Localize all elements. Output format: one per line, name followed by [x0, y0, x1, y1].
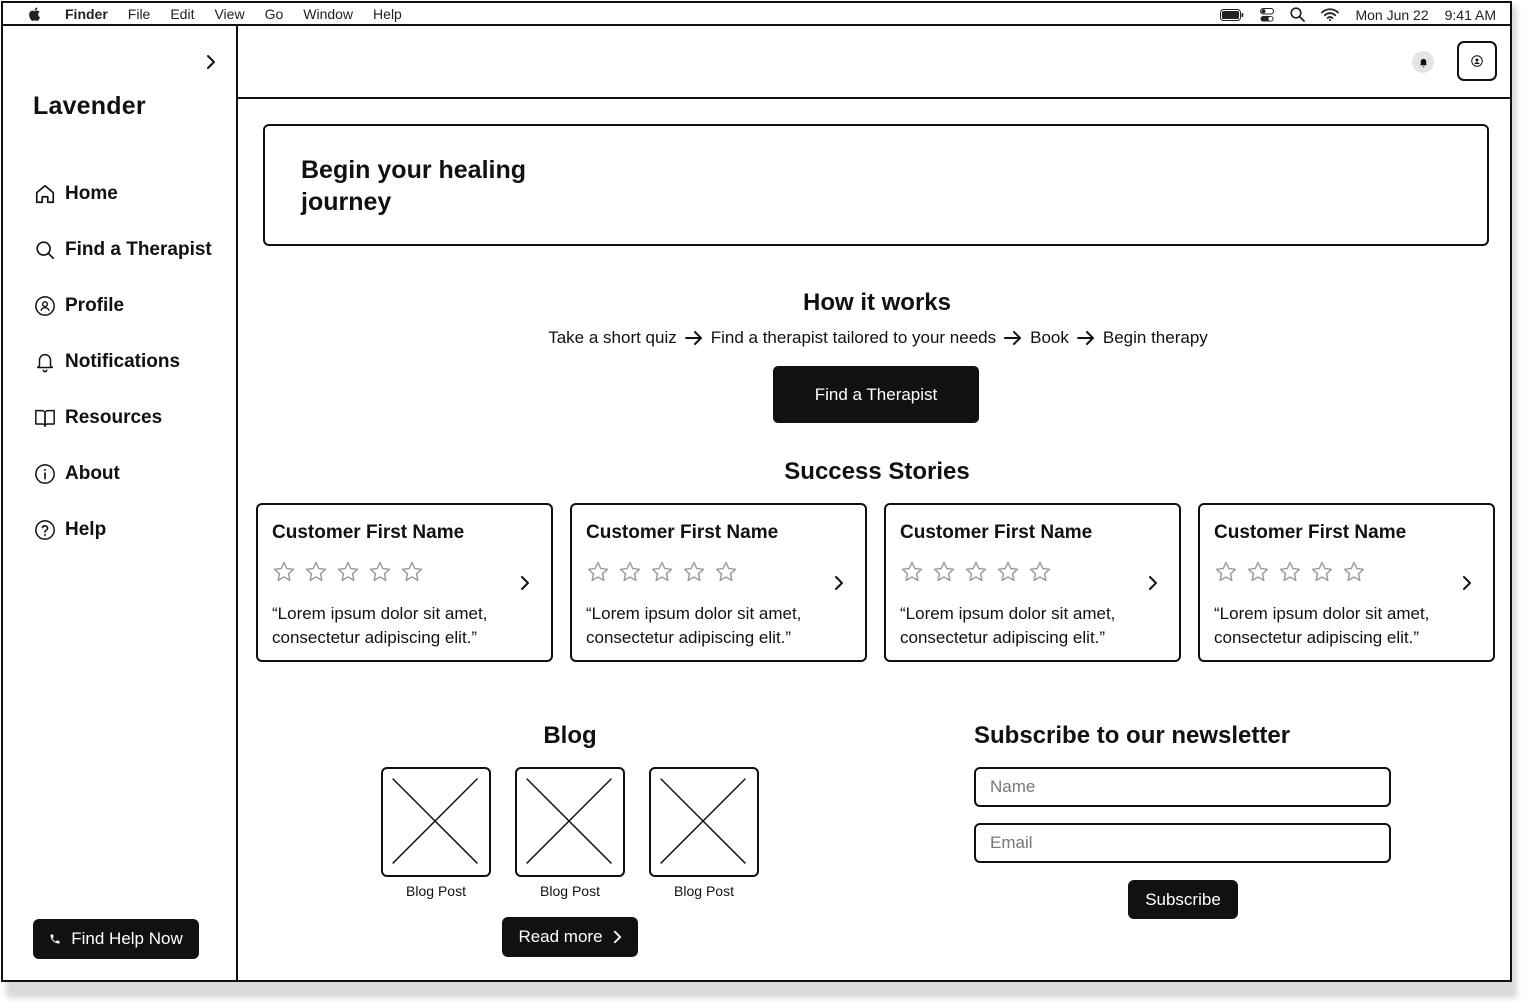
- sidebar-item-label: Profile: [65, 295, 125, 316]
- sidebar-item-label: Notifications: [65, 351, 181, 372]
- star-icon[interactable]: [682, 560, 706, 584]
- star-icon[interactable]: [1342, 560, 1366, 584]
- hero-banner: [263, 124, 1489, 246]
- step-3: Book: [1030, 328, 1069, 347]
- story-card[interactable]: [1198, 503, 1495, 662]
- star-icon[interactable]: [586, 560, 610, 584]
- blog-post-card[interactable]: [649, 767, 759, 899]
- search-icon: [33, 238, 57, 262]
- question-icon: [33, 518, 57, 542]
- image-placeholder-icon: [381, 767, 491, 877]
- star-icon[interactable]: [1310, 560, 1334, 584]
- star-icon[interactable]: [272, 560, 296, 584]
- story-quote: “Lorem ipsum dolor sit amet, consectetur adipiscing elit.”: [272, 604, 488, 647]
- sidebar-item-label: Help: [65, 519, 107, 540]
- star-icon[interactable]: [932, 560, 956, 584]
- story-card[interactable]: [884, 503, 1181, 662]
- chevron-right-icon: [613, 930, 622, 944]
- chevron-right-icon[interactable]: [520, 575, 530, 591]
- star-icon[interactable]: [1214, 560, 1238, 584]
- star-rating: [586, 560, 738, 584]
- chevron-right-icon[interactable]: [1462, 575, 1472, 591]
- menu-file[interactable]: File: [127, 5, 151, 22]
- step-4: Begin therapy: [1102, 328, 1208, 347]
- find-therapist-button[interactable]: Find a Therapist: [773, 366, 979, 423]
- sidebar-item-label: Resources: [65, 407, 163, 428]
- sidebar-item-profile[interactable]: [33, 278, 212, 334]
- step-2: Find a therapist tailored to your needs: [710, 328, 997, 347]
- app-window: [1, 1, 1512, 982]
- star-icon[interactable]: [900, 560, 924, 584]
- sidebar-item-resources[interactable]: [33, 390, 212, 446]
- star-icon[interactable]: [336, 560, 360, 584]
- star-icon[interactable]: [964, 560, 988, 584]
- chevron-right-icon[interactable]: [834, 575, 844, 591]
- newsletter-email-field[interactable]: [974, 823, 1391, 863]
- success-stories-title: Success Stories: [784, 458, 970, 485]
- sidebar-item-notifications[interactable]: [33, 334, 212, 390]
- sidebar-item-about[interactable]: [33, 446, 212, 502]
- menu-bar: [3, 3, 1510, 26]
- star-icon[interactable]: [1028, 560, 1052, 584]
- star-icon[interactable]: [1246, 560, 1270, 584]
- star-rating: [272, 560, 424, 584]
- find-help-now-button[interactable]: [33, 919, 199, 959]
- home-icon: [33, 182, 57, 206]
- star-icon[interactable]: [618, 560, 642, 584]
- menu-view[interactable]: View: [214, 5, 245, 22]
- arrow-right-icon: [1077, 330, 1095, 346]
- control-center-icon[interactable]: [1260, 8, 1274, 22]
- bell-icon: [33, 350, 57, 374]
- notifications-button[interactable]: [1412, 51, 1434, 73]
- user-circle-icon: [33, 294, 57, 318]
- customer-name: Customer First Name: [900, 522, 1093, 543]
- star-icon[interactable]: [996, 560, 1020, 584]
- newsletter-name-field[interactable]: [974, 767, 1391, 807]
- chevron-right-icon: [206, 54, 216, 70]
- profile-avatar-button[interactable]: [1457, 41, 1497, 81]
- menubar-status-area: [1220, 3, 1496, 26]
- star-icon[interactable]: [304, 560, 328, 584]
- star-icon[interactable]: [368, 560, 392, 584]
- story-quote: “Lorem ipsum dolor sit amet, consectetur adipiscing elit.”: [900, 604, 1116, 647]
- wifi-icon[interactable]: [1321, 8, 1339, 21]
- star-rating: [900, 560, 1052, 584]
- star-icon[interactable]: [714, 560, 738, 584]
- battery-icon[interactable]: [1220, 9, 1244, 21]
- subscribe-button[interactable]: Subscribe: [1128, 880, 1238, 919]
- top-bar: [238, 26, 1512, 99]
- menu-window[interactable]: Window: [303, 5, 354, 22]
- how-it-works-steps: [443, 328, 1313, 348]
- menu-go[interactable]: Go: [264, 5, 284, 22]
- star-icon[interactable]: [400, 560, 424, 584]
- spotlight-search-icon[interactable]: [1290, 7, 1305, 22]
- newsletter-title: Subscribe to our newsletter: [974, 722, 1291, 749]
- info-icon: [33, 462, 57, 486]
- menu-help[interactable]: Help: [373, 5, 402, 22]
- star-rating: [1214, 560, 1366, 584]
- customer-name: Customer First Name: [1214, 522, 1407, 543]
- story-quote: “Lorem ipsum dolor sit amet, consectetur adipiscing elit.”: [1214, 604, 1430, 647]
- sidebar-item-help[interactable]: [33, 502, 212, 558]
- blog-post-caption: Blog Post: [674, 883, 734, 899]
- book-icon: [33, 406, 57, 430]
- sidebar-nav: [33, 166, 212, 558]
- brand-logo-text[interactable]: Lavender: [33, 92, 146, 120]
- sidebar-item-label: About: [65, 463, 120, 484]
- step-1: Take a short quiz: [548, 328, 677, 347]
- read-more-label: Read more: [518, 927, 603, 946]
- read-more-button[interactable]: [502, 917, 638, 957]
- customer-name: Customer First Name: [586, 522, 779, 543]
- blog-post-card[interactable]: [381, 767, 491, 899]
- image-placeholder-icon: [515, 767, 625, 877]
- chevron-right-icon[interactable]: [1148, 575, 1158, 591]
- find-help-now-label: Find Help Now: [71, 929, 183, 948]
- blog-title: Blog: [543, 722, 597, 749]
- star-icon[interactable]: [650, 560, 674, 584]
- menu-edit[interactable]: Edit: [170, 5, 195, 22]
- customer-name: Customer First Name: [272, 522, 465, 543]
- sidebar-item-label: Find a Therapist: [65, 239, 212, 260]
- blog-post-caption: Blog Post: [406, 883, 466, 899]
- user-icon: [1471, 55, 1483, 67]
- phone-icon: [49, 933, 61, 945]
- sidebar-item-home[interactable]: [33, 166, 212, 222]
- blog-post-card[interactable]: [515, 767, 625, 899]
- sidebar-expand-button[interactable]: [202, 51, 220, 73]
- story-quote: “Lorem ipsum dolor sit amet, consectetur adipiscing elit.”: [586, 604, 802, 647]
- story-card[interactable]: [256, 503, 553, 662]
- blog-post-caption: Blog Post: [540, 883, 600, 899]
- hero-title: Begin your healing journey: [301, 156, 527, 216]
- star-icon[interactable]: [1278, 560, 1302, 584]
- sidebar-item-label: Home: [65, 183, 118, 204]
- arrow-right-icon: [1004, 330, 1022, 346]
- how-it-works-title: How it works: [802, 289, 952, 316]
- sidebar: [3, 26, 238, 982]
- apple-icon[interactable]: [27, 6, 43, 22]
- sidebar-item-find-therapist[interactable]: [33, 222, 212, 278]
- image-placeholder-icon: [649, 767, 759, 877]
- arrow-right-icon: [685, 330, 703, 346]
- menu-app-name[interactable]: Finder: [65, 5, 108, 22]
- menubar-time[interactable]: 9:41 AM: [1444, 6, 1496, 23]
- bell-icon: [1418, 57, 1429, 68]
- story-card[interactable]: [570, 503, 867, 662]
- menubar-date[interactable]: Mon Jun 22: [1355, 6, 1429, 23]
